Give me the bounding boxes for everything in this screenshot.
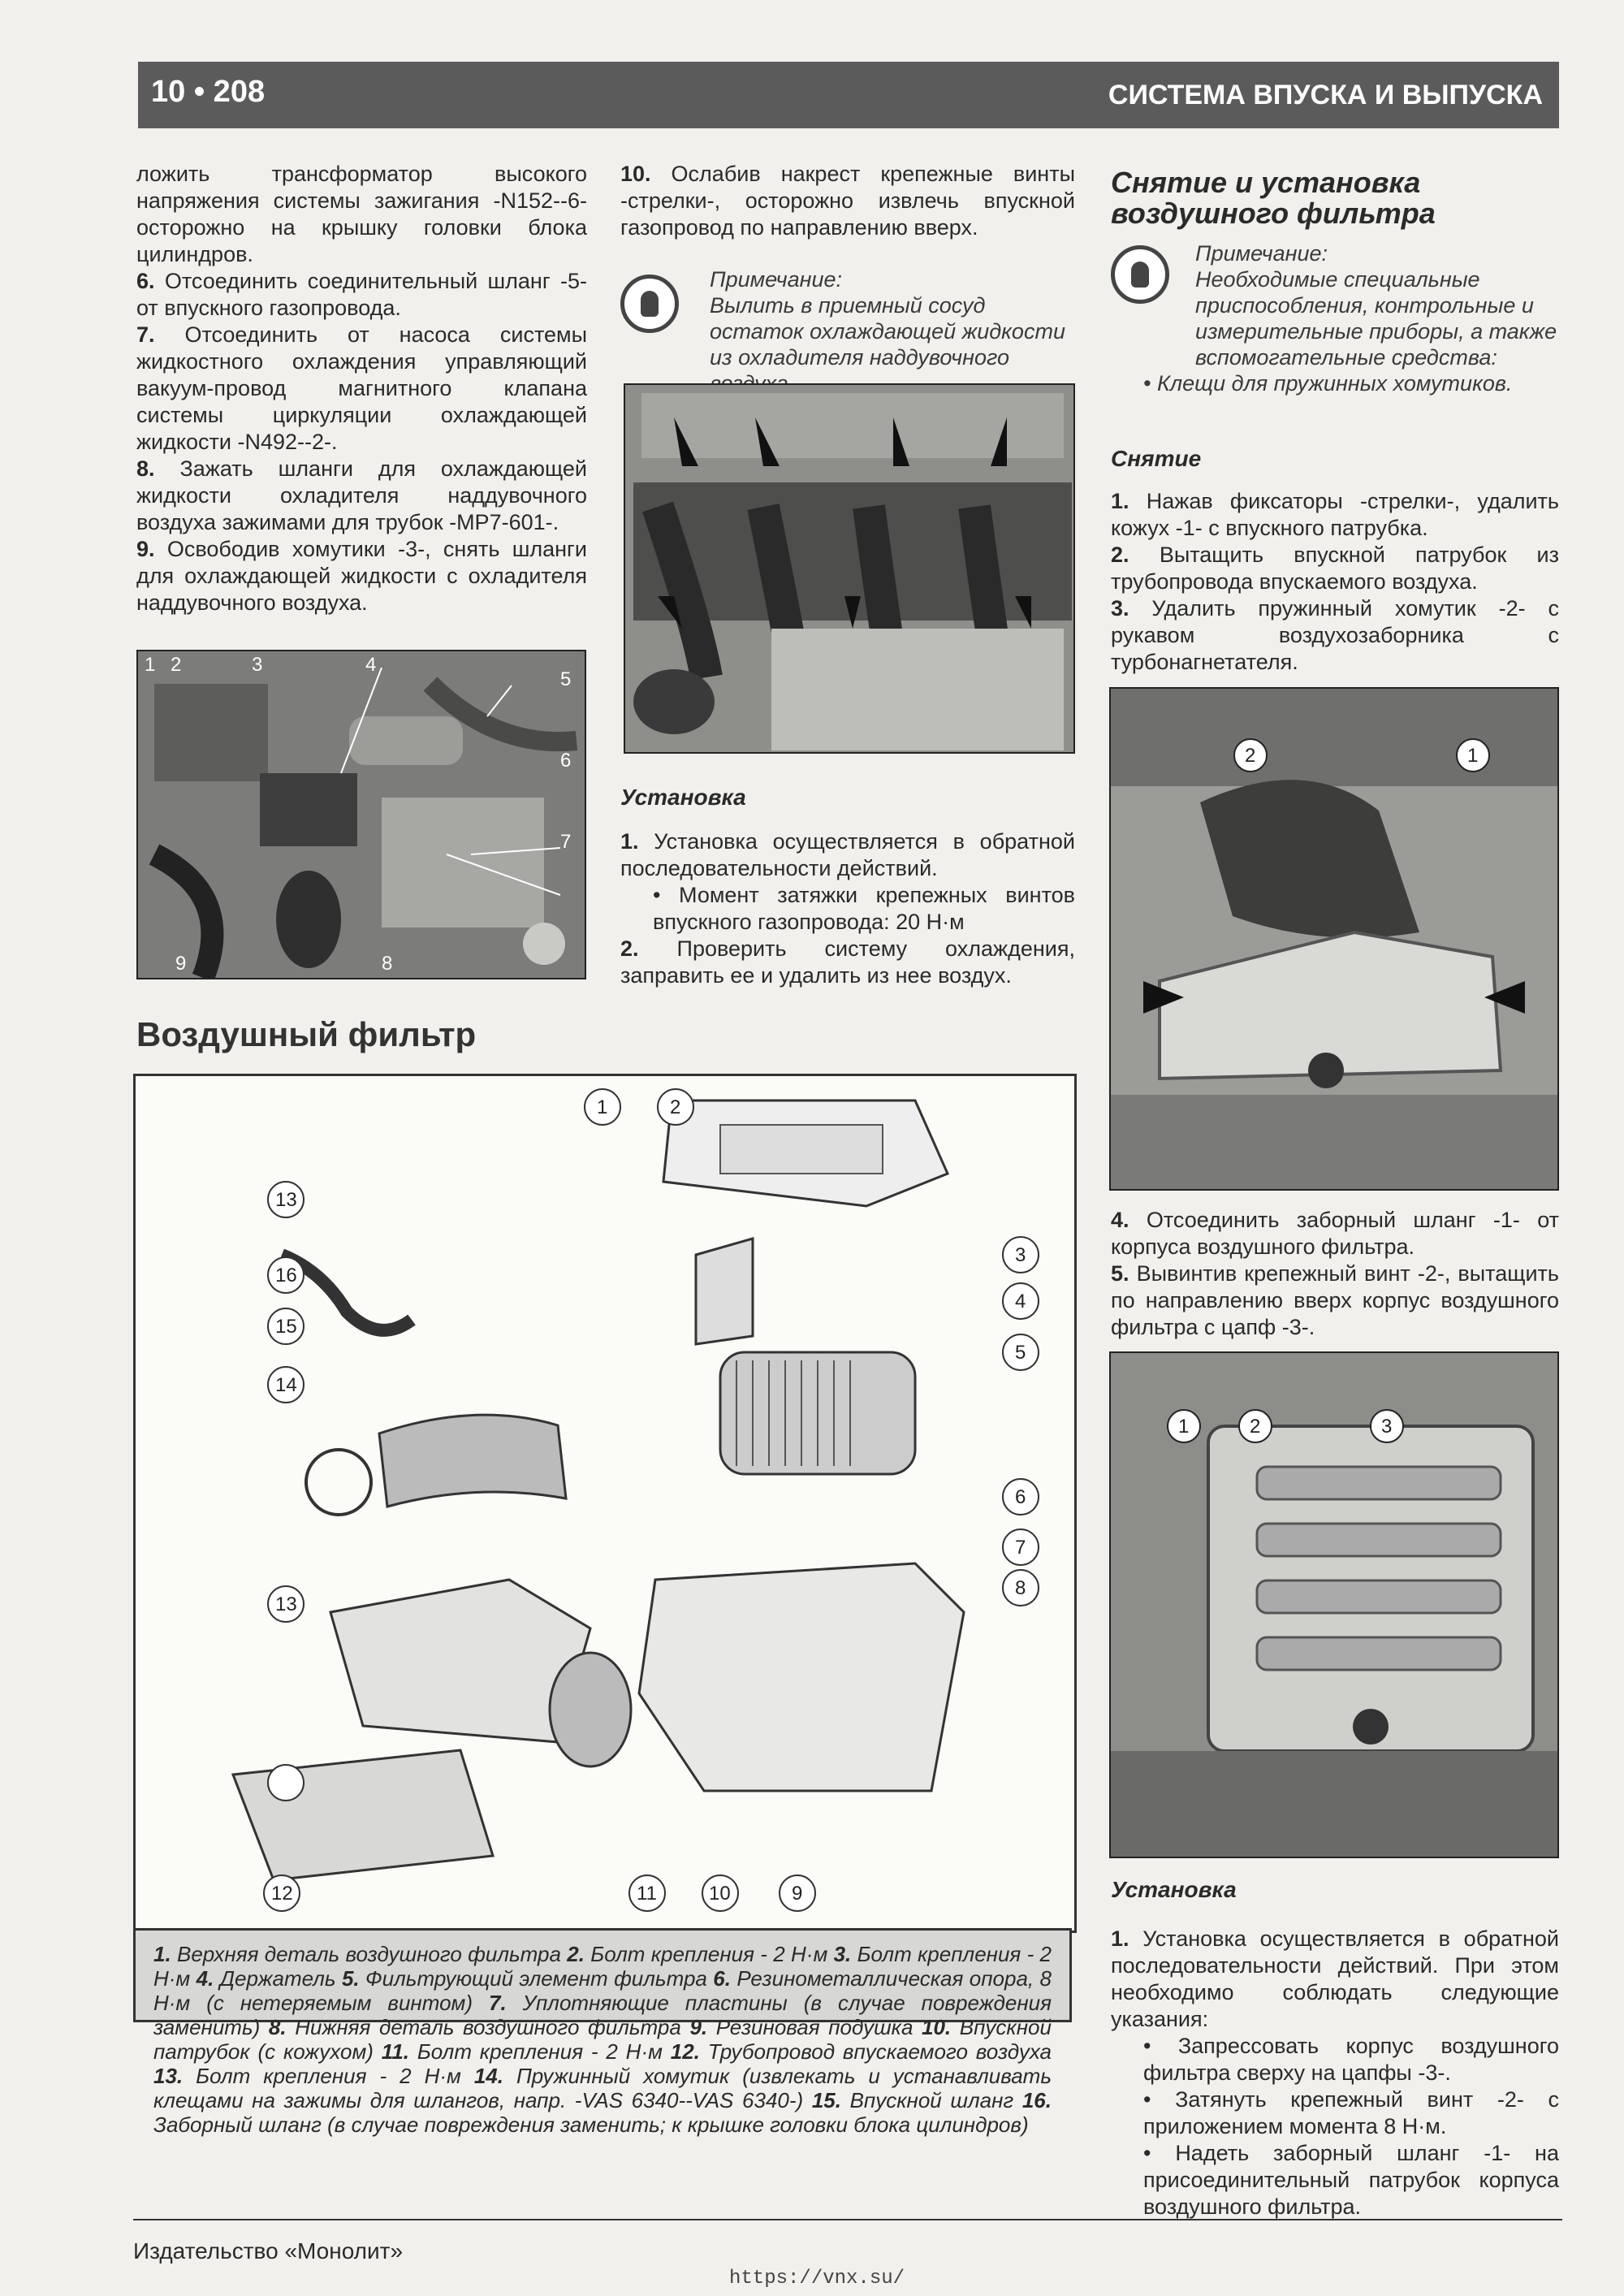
engine-photo-2: [624, 383, 1075, 754]
note-title: Примечание:: [710, 267, 842, 292]
intake-manifold-graphic: [625, 385, 1073, 752]
page-number: 10 • 208: [151, 75, 266, 109]
exploded-diagram: [133, 1074, 1077, 1933]
diagram-callout: 5: [1015, 1342, 1026, 1364]
section-heading: Снятие и установка: [1111, 166, 1421, 199]
footer-divider: [133, 2219, 1562, 2220]
engine-photo-1-graphic: [138, 651, 585, 978]
install-bullet: • Надеть заборный шланг -1- на присоединительный патрубок корпуса воздушного фильтра.: [1143, 2141, 1559, 2219]
lightbulb-icon: [620, 275, 679, 333]
diagram-callout: 3: [1015, 1244, 1026, 1266]
step-7: 7. Отсоединить от насоса системы жидкостного охлаждения управляющий вакуум-провод магнитного клапана системы циркуляции охлаждающей жидкости -N492--2-.: [136, 322, 587, 454]
diagram-callout: 12: [271, 1883, 293, 1905]
column-2-text: [620, 161, 1075, 241]
diagram-callout: 4: [1015, 1291, 1026, 1312]
filter-photo-2: [1109, 1351, 1559, 1858]
note-text: Вылить в приемный сосуд остаток охлаждающей жидкости из охладителя наддувочного: [710, 293, 1065, 370]
photo-callout: 3: [252, 654, 263, 676]
note-block: [620, 266, 1075, 396]
photo-callout: 8: [382, 953, 393, 975]
photo-callout: 1: [1178, 1416, 1190, 1438]
photo-callout: 2: [1250, 1416, 1261, 1438]
source-url[interactable]: https://vnx.su/: [729, 2268, 905, 2290]
lightbulb-icon: [1111, 245, 1169, 304]
step-9: 9. Освободив хомутики -3-, снять шланги для охлаждающей жидкости с охладителя наддувочного воздуха.: [136, 537, 587, 615]
install-heading: Установка: [620, 785, 746, 810]
photo-callout: 1: [145, 654, 156, 676]
photo-callout: 2: [1245, 745, 1256, 767]
diagram-callout: 14: [275, 1374, 297, 1396]
intake-duct-graphic: [1111, 689, 1557, 1189]
removal-step-3: 3. Удалить пружинный хомутик -2- с рукавом воздухозаборника с турбонагнетателя.: [1111, 596, 1559, 674]
install-step-2: 2. Проверить систему охлаждения, заправить ее и удалить из нее воздух.: [620, 936, 1075, 988]
filter-photo-1: [1109, 687, 1559, 1191]
note-text: Необходимые специальные приспособления, контрольные и измерительные приборы, а также вспомогательные средства:: [1195, 267, 1557, 370]
note-title: Примечание:: [1195, 241, 1328, 266]
note-bullet: • Клещи для пружинных хомутиков.: [1143, 371, 1513, 396]
step-10: 10. Ослабив накрест крепежные винты -стрелки-, осторожно извлечь впускной газопровод по направлению вверх.: [620, 162, 1075, 240]
install-step-1: 1. Установка осуществляется в обратной последовательности действий. При этом необходимо соблюдать следующие указания:: [1111, 1926, 1559, 2031]
install-bullet: • Момент затяжки крепежных винтов впускного газопровода: 20 Н·м: [653, 883, 1075, 934]
install-bullet: • Запрессовать корпус воздушного фильтра сверху на цапфы -3-.: [1143, 2034, 1559, 2085]
filter-housing-graphic: [1111, 1353, 1557, 1857]
engine-photo-1: [136, 650, 586, 979]
photo-callout: 3: [1381, 1416, 1393, 1438]
install-bullet: • Затянуть крепежный винт -2- с приложением момента 8 Н·м.: [1143, 2087, 1559, 2138]
column-3-install: [1111, 1876, 1559, 2220]
step-6: 6. Отсоединить соединительный шланг -5- от впускного газопровода.: [136, 269, 587, 320]
diagram-caption: 1. Верхняя деталь воздушного фильтра 2. Болт крепления - 2 Н·м 3. Болт крепления - 2 Н·м 4. Держатель 5. Фильтрующий элемент фильтра 6. Резинометаллическая опора, 8 Н·м (с нетеряемым винтом) 7. Уплотняющие пластины (в случае повреждения заменить) 8. Нижняя деталь воздушного фильтра 9. Резиновая подушка 10. Впускной патрубок (с кожухом) 11. Болт крепления - 2 Н·м 12. Трубопровод впускаемого воздуха 13. Болт крепления - 2 Н·м 14. Пружинный хомутик (извлекать и устанавливать клещами на зажимы для шлангов, напр. -VAS 6340--VAS 6340-) 15. Впускной шланг 16. Заборный шланг (в случае повреждения заменить; к крышке головки блока цилиндров): [133, 1928, 1072, 2022]
diagram-callout: 8: [1015, 1577, 1026, 1599]
air-filter-exploded-view: [136, 1076, 1074, 1931]
removal-step-5: 5. Вывинтив крепежный винт -2-, вытащить по направлению вверх корпус воздушного фильтра с цапф -3-.: [1111, 1261, 1559, 1339]
step-8: 8. Зажать шланги для охлаждающей жидкости охладителя наддувочного воздуха зажимами для трубок -MP7-601-.: [136, 456, 587, 534]
removal-heading: Снятие: [1111, 446, 1202, 471]
diagram-callout: 16: [275, 1265, 297, 1286]
diagram-callout: 10: [709, 1883, 731, 1905]
diagram-callout: 6: [1015, 1486, 1026, 1508]
column-2-install: [620, 784, 1075, 989]
diagram-callout: 9: [792, 1883, 803, 1905]
section-title: СИСТЕМА ВПУСКА И ВЫПУСКА: [1108, 80, 1543, 110]
diagram-callout: 1: [597, 1096, 608, 1118]
photo-callout: 9: [175, 953, 187, 975]
diagram-callout: 11: [637, 1883, 657, 1905]
install-heading: Установка: [1111, 1877, 1237, 1902]
removal-step-1: 1. Нажав фиксаторы -стрелки-, удалить кожух -1- с впускного патрубка.: [1111, 489, 1559, 540]
publisher: Издательство «Монолит»: [133, 2238, 404, 2264]
photo-callout: 2: [171, 654, 182, 676]
removal-step-2: 2. Вытащить впускной патрубок из трубопровода впускаемого воздуха.: [1111, 543, 1559, 594]
removal-step-4: 4. Отсоединить заборный шланг -1- от корпуса воздушного фильтра.: [1111, 1208, 1559, 1259]
diagram-callout: 7: [1015, 1537, 1026, 1559]
column-1-text: [136, 161, 587, 616]
diagram-callout: 13: [275, 1593, 297, 1615]
air-filter-heading: Воздушный фильтр: [136, 1015, 477, 1053]
photo-callout: 5: [560, 668, 572, 690]
photo-callout: 4: [365, 654, 377, 676]
diagram-callout: 2: [670, 1096, 681, 1118]
photo-callout: 1: [1467, 745, 1479, 767]
paragraph: ложить трансформатор высокого напряжения системы зажигания -N152--6- осторожно на крышку головки блока цилиндров.: [136, 162, 587, 266]
photo-callout: 6: [560, 750, 572, 772]
diagram-callout: 13: [275, 1189, 297, 1211]
column-3-removal: [1111, 445, 1559, 676]
install-step-1: 1. Установка осуществляется в обратной последовательности действий.: [620, 829, 1075, 880]
diagram-callout: 15: [275, 1316, 297, 1338]
note-block-2: [1111, 240, 1559, 396]
photo-callout: 7: [560, 831, 572, 853]
column-3-removal-cont: [1111, 1207, 1559, 1341]
column-3-text: [1111, 167, 1559, 229]
section-heading-2: воздушного фильтра: [1111, 197, 1436, 230]
